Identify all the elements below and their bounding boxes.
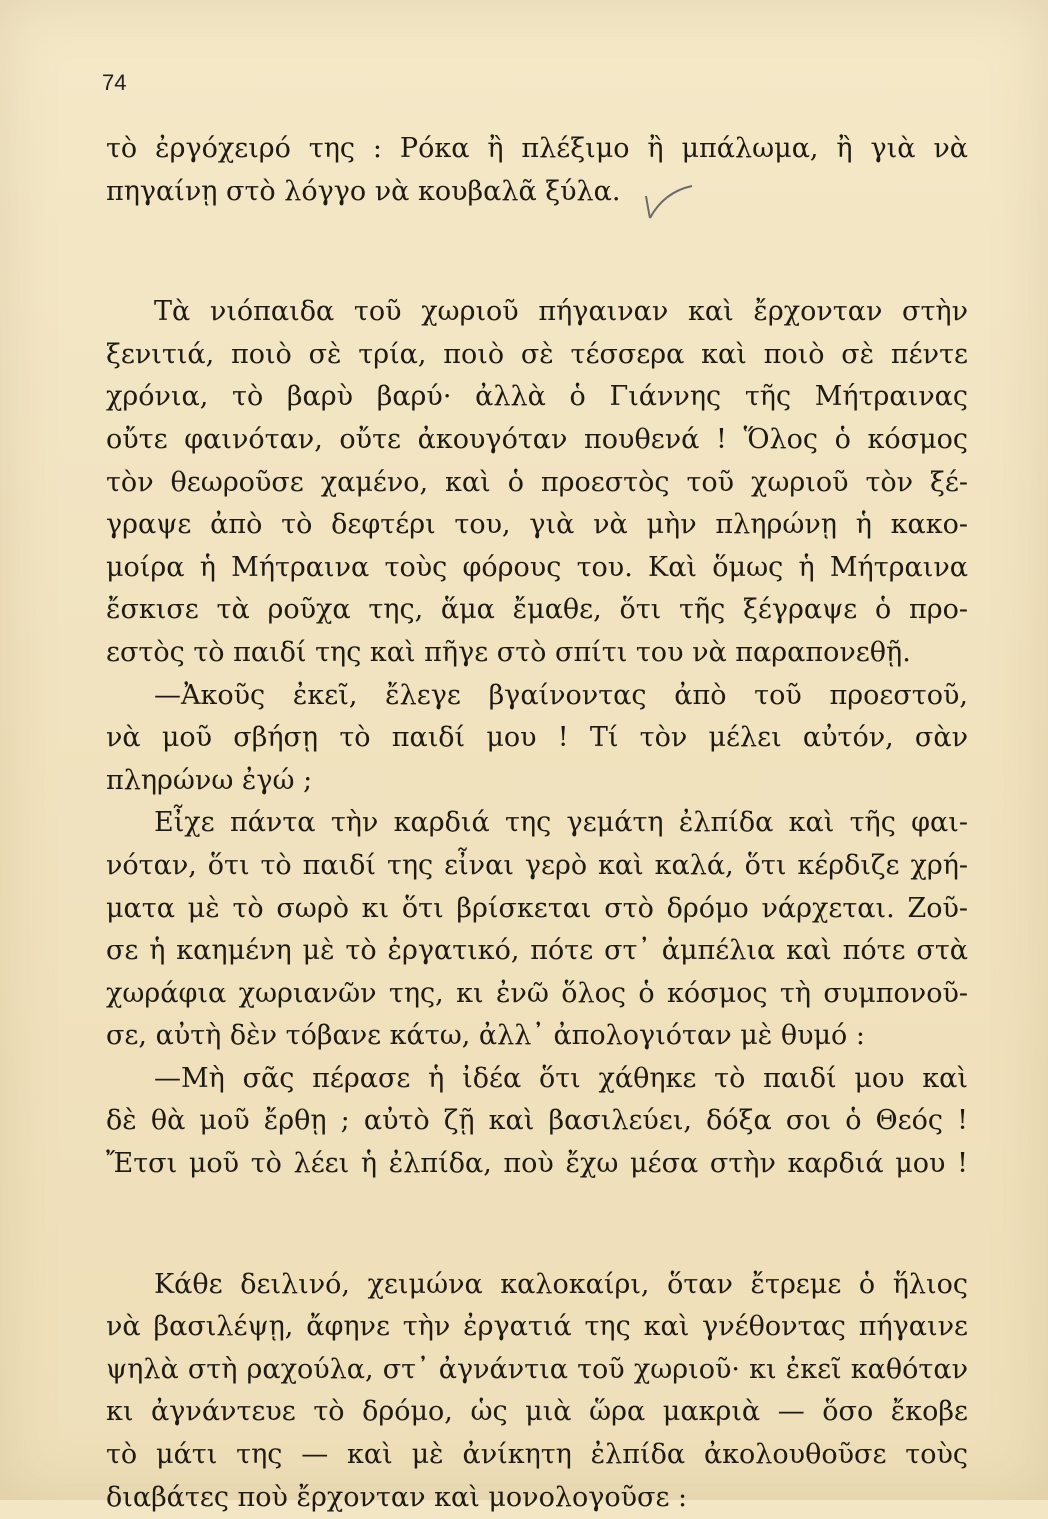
text-line: ψηλὰ στὴ ραχούλα, στ᾽ ἀγνάντια τοῦ χωριοῦ· κι ἐκεῖ καθόταν xyxy=(106,1353,968,1385)
paragraph-gap xyxy=(106,213,968,291)
text-line: ματα μὲ τὸ σωρὸ κι ὅτι βρίσκεται στὸ δρόμο νάρχεται. Ζοῦ- xyxy=(106,892,968,924)
paragraph-gap xyxy=(106,1186,968,1264)
text-line: διαβάτες ποὺ ἔρχονταν καὶ μονολογοῦσε : xyxy=(106,1481,688,1513)
text-line: σε ἡ καημένη μὲ τὸ ἐργατικό, πότε στ᾽ ἀμπέλια καὶ πότε στὰ xyxy=(106,935,968,967)
text-line: τὸ ἐργόχειρό της : Ρόκα ἢ πλέξιμο ἢ μπάλωμα, ἢ γιὰ νὰ xyxy=(106,133,968,164)
text-line: δὲ θὰ μοῦ ἔρθῃ ; αὐτὸ ζῇ καὶ βασιλεύει, δόξα σοι ὁ Θεός ! xyxy=(106,1105,968,1137)
body-text xyxy=(106,128,968,1519)
text-line: πηγαίνῃ στὸ λόγγο νὰ κουβαλᾶ ξύλα. xyxy=(106,175,621,207)
text-line: μοίρα ἡ Μήτραινα τοὺς φόρους του. Καὶ ὅμως ἡ Μήτραινα xyxy=(106,551,968,583)
text-line: Εἶχε πάντα τὴν καρδιά της γεμάτη ἐλπίδα καὶ τῆς φαι- xyxy=(154,807,968,839)
text-line: πληρώνω ἐγώ ; xyxy=(106,764,313,796)
text-line: Κάθε δειλινό, χειμώνα καλοκαίρι, ὅταν ἔτρεμε ὁ ἥλιος xyxy=(154,1268,968,1300)
text-line: ἔσκισε τὰ ροῦχα της, ἅμα ἔμαθε, ὅτι τῆς ξέγραψε ὁ προ- xyxy=(106,594,968,626)
text-line: —Ἀκοῦς ἐκεῖ, ἔλεγε βγαίνοντας ἀπὸ τοῦ προεστοῦ, xyxy=(154,679,968,711)
text-line: χρόνια, τὸ βαρὺ βαρύ· ἀλλὰ ὁ Γιάννης τῆς Μήτραινας xyxy=(106,381,968,413)
text-line: Τὰ νιόπαιδα τοῦ χωριοῦ πήγαιναν καὶ ἔρχονταν στὴν xyxy=(154,296,968,328)
text-line: νόταν, ὅτι τὸ παιδί της εἶναι γερὸ καὶ καλά, ὅτι κέρδιζε χρή- xyxy=(106,849,968,881)
text-line: γραψε ἀπὸ τὸ δεφτέρι του, γιὰ νὰ μὴν πληρώνῃ ἡ κακο- xyxy=(106,509,968,541)
text-line: χωράφια χωριανῶν της, κι ἐνῶ ὅλος ὁ κόσμος τὴ συμπονοῦ- xyxy=(106,977,968,1009)
text-line: ξενιτιά, ποιὸ σὲ τρία, ποιὸ σὲ τέσσερα καὶ ποιὸ σὲ πέντε xyxy=(106,338,968,370)
text-line: τὸ μάτι της — καὶ μὲ ἀνίκητη ἐλπίδα ἀκολουθοῦσε τοὺς xyxy=(106,1439,968,1471)
text-line: κι ἀγνάντευε τὸ δρόμο, ὡς μιὰ ὥρα μακριὰ — ὅσο ἔκοβε xyxy=(106,1396,968,1428)
text-line: νὰ μοῦ σβήσῃ τὸ παιδί μου ! Τί τὸν μέλει αὐτόν, σὰν xyxy=(106,722,968,754)
text-line: τὸν θεωροῦσε χαμένο, καὶ ὁ προεστὸς τοῦ χωριοῦ τὸν ξέ- xyxy=(106,466,968,498)
page-number: 74 xyxy=(102,70,127,95)
text-line: σε, αὐτὴ δὲν τόβανε κάτω, ἀλλ᾽ ἀπολογιόταν μὲ θυμό : xyxy=(106,1020,865,1052)
text-line: —Μὴ σᾶς πέρασε ἡ ἰδέα ὅτι χάθηκε τὸ παιδί μου καὶ xyxy=(154,1062,968,1094)
text-line: νὰ βασιλέψῃ, ἄφηνε τὴν ἐργατιά της καὶ γνέθοντας πήγαινε xyxy=(106,1311,968,1343)
text-line: οὔτε φαινόταν, οὔτε ἀκουγόταν πουθενά ! Ὅλος ὁ κόσμος xyxy=(106,423,968,455)
text-line: Ἔτσι μοῦ τὸ λέει ἡ ἐλπίδα, ποὺ ἔχω μέσα στὴν καρδιά μου ! xyxy=(106,1148,968,1180)
text-line: εστὸς τὸ παιδί της καὶ πῆγε στὸ σπίτι του νὰ παραπονεθῇ. xyxy=(106,636,911,668)
